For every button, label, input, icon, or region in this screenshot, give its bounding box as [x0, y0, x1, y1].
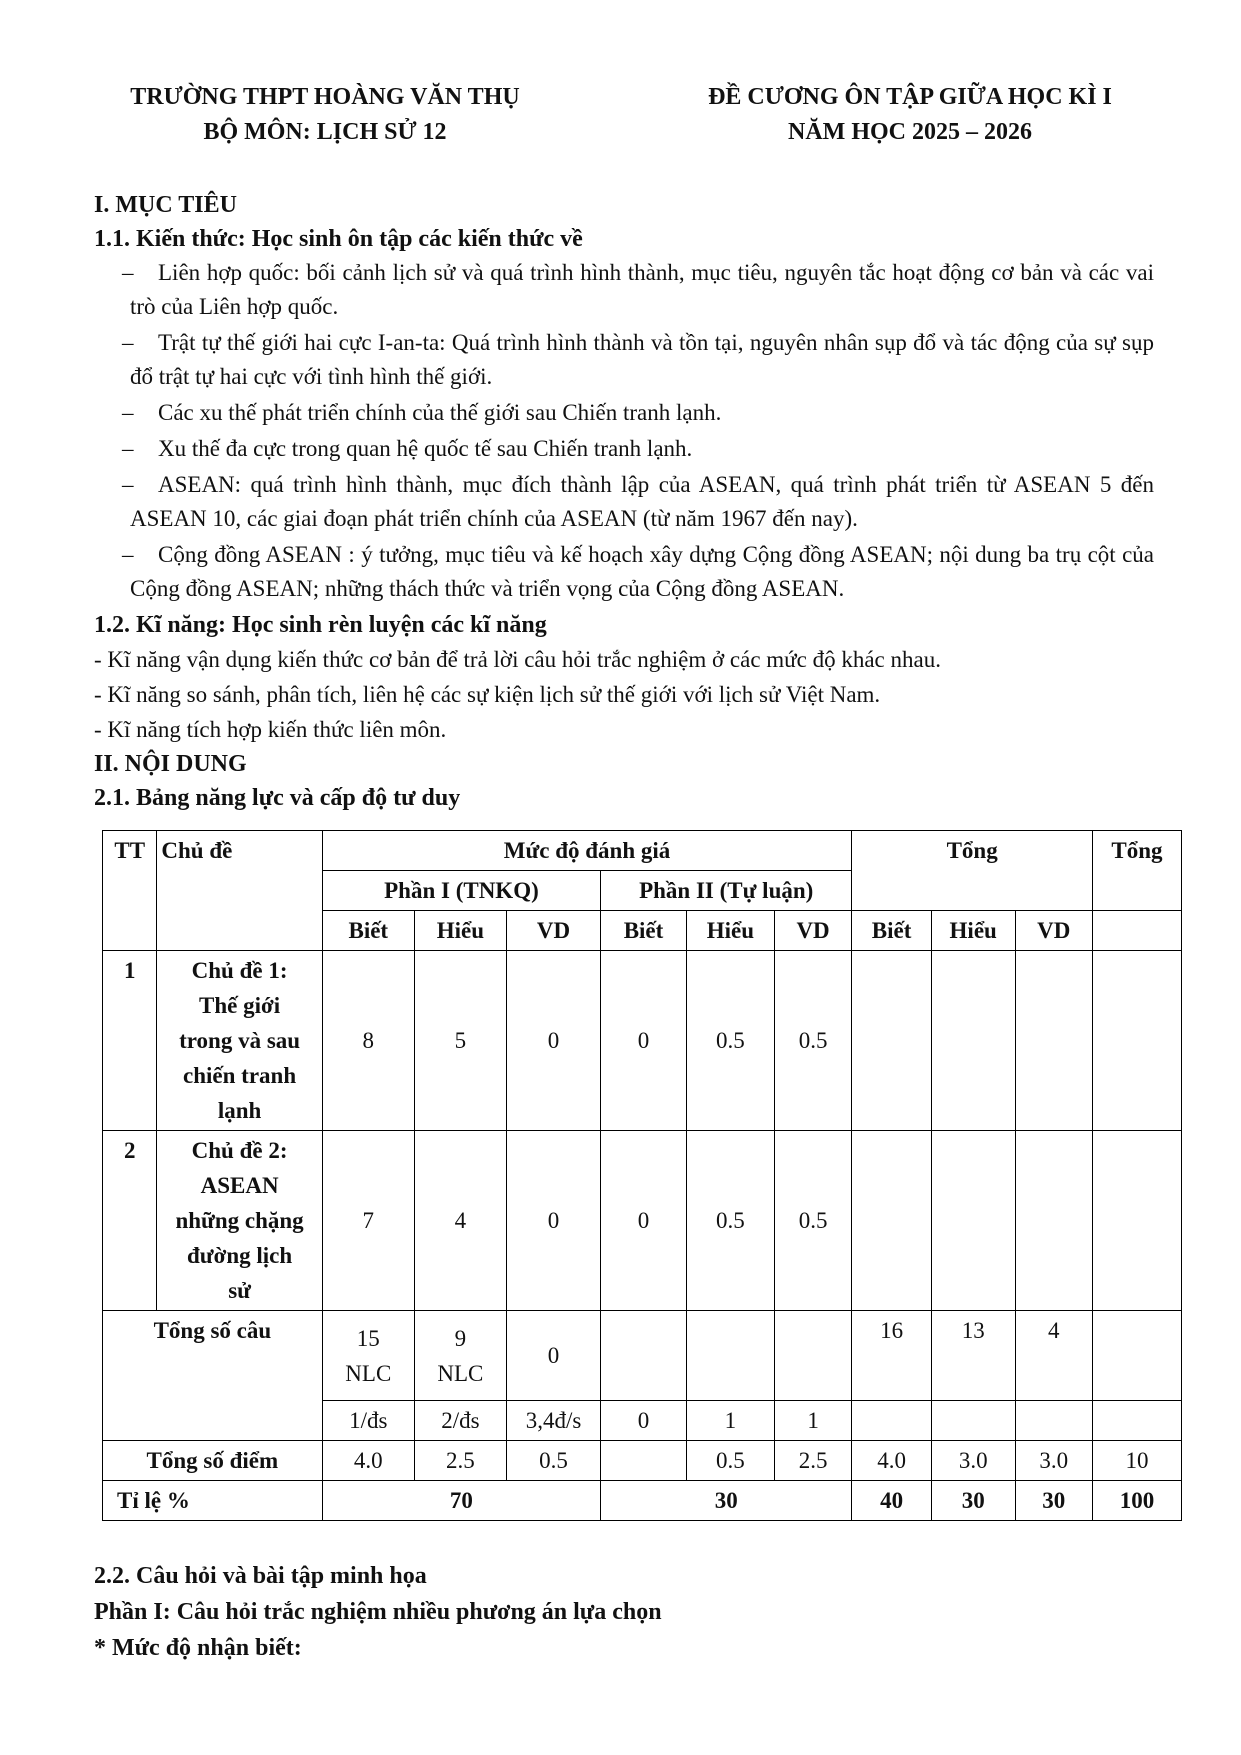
empty-cell — [1092, 911, 1181, 951]
value-cell: 0.5 — [774, 951, 851, 1131]
knowledge-item: – Xu thế đa cực trong quan hệ quốc tế sau Chiến tranh lạnh. — [122, 436, 693, 461]
value-cell: 7 — [322, 1131, 414, 1311]
ratio-cell: 30 — [1015, 1481, 1092, 1521]
section-2-heading: II. NỘI DUNG — [94, 751, 247, 777]
skill-item: - Kĩ năng so sánh, phân tích, liên hệ các sự kiện lịch sử thế giới với lịch sử Việt Nam. — [94, 682, 881, 707]
knowledge-item: – Liên hợp quốc: bối cảnh lịch sử và quá trình hình thành, mục tiêu, nguyên tắc hoạt động cơ bản và các vai trò của Liên hợp quốc. — [122, 260, 1154, 319]
school-year: NĂM HỌC 2025 – 2026 — [788, 119, 1032, 145]
value-cell: 1/đs — [322, 1401, 414, 1441]
subheader-cell: Biết — [852, 911, 932, 951]
value-cell: 0 — [601, 1401, 687, 1441]
school-name: TRƯỜNG THPT HOÀNG VĂN THỤ — [130, 84, 520, 110]
empty-cell — [852, 1131, 932, 1311]
subheader-cell: Hiểu — [686, 911, 774, 951]
competency-table — [102, 830, 1182, 1521]
objectives-section — [94, 188, 1154, 815]
empty-cell — [601, 1311, 687, 1401]
ratio-part-2: 30 — [601, 1481, 852, 1521]
skills-heading: 1.2. Kĩ năng: Học sinh rèn luyện các kĩ năng — [94, 612, 547, 638]
table-heading: 2.1. Bảng năng lực và cấp độ tư duy — [94, 785, 461, 811]
header-total: Tổng — [852, 831, 1093, 911]
value-cell: 4.0 — [322, 1441, 414, 1481]
value-cell: 15 NLC — [322, 1311, 414, 1401]
value-cell: 3.0 — [1015, 1441, 1092, 1481]
skill-item: - Kĩ năng vận dụng kiến thức cơ bản để trả lời câu hỏi trắc nghiệm ở các mức độ khác nhau. — [94, 647, 941, 672]
empty-cell — [931, 951, 1015, 1131]
knowledge-heading: 1.1. Kiến thức: Học sinh ôn tập các kiến thức về — [94, 226, 583, 252]
value-cell: 0 — [506, 951, 600, 1131]
value-cell: 4.0 — [852, 1441, 932, 1481]
table-header-row — [103, 831, 1182, 871]
row-topic: Chủ đề 1: Thế giới trong và sau chiến tranh lạnh — [157, 951, 322, 1131]
ratio-label: Tỉ lệ % — [103, 1481, 323, 1521]
subheader-cell: VD — [506, 911, 600, 951]
total-questions-label: Tổng số câu — [103, 1311, 323, 1441]
value-cell: 1 — [774, 1401, 851, 1441]
value-cell: 1 — [686, 1401, 774, 1441]
row-tt: 1 — [103, 951, 157, 1131]
subheader-cell: Hiểu — [931, 911, 1015, 951]
value-cell: 3,4đ/s — [506, 1401, 600, 1441]
total-points-row — [103, 1441, 1182, 1481]
value-cell: 3.0 — [931, 1441, 1015, 1481]
document-title: ĐỀ CƯƠNG ÔN TẬP GIỮA HỌC KÌ I — [708, 84, 1112, 110]
value-cell: 4 — [1015, 1311, 1092, 1401]
value-cell: 0.5 — [506, 1441, 600, 1481]
knowledge-item: – Cộng đồng ASEAN : ý tưởng, mục tiêu và kế hoạch xây dựng Cộng đồng ASEAN; nội dung ba trụ cột của Cộng đồng ASEAN; những thách thức và triển vọng của Cộng đồng ASEAN. — [122, 542, 1154, 601]
value-cell: 2.5 — [414, 1441, 506, 1481]
value-cell: 0.5 — [686, 1441, 774, 1481]
knowledge-item: – Các xu thế phát triển chính của thế giới sau Chiến tranh lạnh. — [122, 400, 722, 425]
subheader-cell: VD — [774, 911, 851, 951]
value-cell: 2/đs — [414, 1401, 506, 1441]
empty-cell — [686, 1311, 774, 1401]
knowledge-item: – ASEAN: quá trình hình thành, mục đích thành lập của ASEAN, quá trình phát triển từ ASEAN 5 đến ASEAN 10, các giai đoạn phát triển chính của ASEAN (từ năm 1967 đến nay). — [122, 472, 1154, 531]
header-grand-total: Tổng — [1092, 831, 1181, 911]
row-tt: 2 — [103, 1131, 157, 1311]
empty-cell — [1015, 951, 1092, 1131]
value-cell: 8 — [322, 951, 414, 1131]
value-cell: 0.5 — [774, 1131, 851, 1311]
value-cell: 4 — [414, 1131, 506, 1311]
value-cell: 0 — [506, 1131, 600, 1311]
subheader-cell: Hiểu — [414, 911, 506, 951]
subheader-cell: VD — [1015, 911, 1092, 951]
empty-cell — [852, 951, 932, 1131]
examples-section — [94, 1558, 662, 1666]
empty-cell — [1015, 1401, 1092, 1441]
ratio-cell: 30 — [931, 1481, 1015, 1521]
department-name: BỘ MÔN: LỊCH SỬ 12 — [203, 119, 447, 145]
ratio-cell: 40 — [852, 1481, 932, 1521]
empty-cell — [1092, 1401, 1181, 1441]
header-tt: TT — [103, 831, 157, 951]
value-cell: 10 — [1092, 1441, 1181, 1481]
total-questions-row — [103, 1311, 1182, 1401]
value-cell: 0 — [601, 1131, 687, 1311]
empty-cell — [931, 1401, 1015, 1441]
table-row — [103, 951, 1182, 1131]
value-cell: 9 NLC — [414, 1311, 506, 1401]
header-part-2: Phần II (Tự luận) — [601, 871, 852, 911]
header-assessment-level: Mức độ đánh giá — [322, 831, 852, 871]
empty-cell — [931, 1131, 1015, 1311]
ratio-total: 100 — [1092, 1481, 1181, 1521]
skill-item: - Kĩ năng tích hợp kiến thức liên môn. — [94, 717, 447, 742]
table-row — [103, 1131, 1182, 1311]
knowledge-item: – Trật tự thế giới hai cực I-an-ta: Quá trình hình thành và tồn tại, nguyên nhân sụp đổ và tác động của sự sụp đổ trật tự hai cực với tình hình thế giới. — [122, 330, 1154, 389]
total-points-label: Tổng số điểm — [103, 1441, 323, 1481]
ratio-part-1: 70 — [322, 1481, 600, 1521]
part-1-heading: Phần I: Câu hỏi trắc nghiệm nhiều phương án lựa chọn — [94, 1599, 662, 1625]
value-cell: 2.5 — [774, 1441, 851, 1481]
subheader-cell: Biết — [601, 911, 687, 951]
subheader-cell: Biết — [322, 911, 414, 951]
value-cell: 13 — [931, 1311, 1015, 1401]
recognition-level-heading: * Mức độ nhận biết: — [94, 1635, 302, 1661]
header-topic: Chủ đề — [157, 831, 322, 951]
value-cell — [601, 1441, 687, 1481]
document-header — [640, 80, 1180, 150]
row-topic: Chủ đề 2: ASEAN những chặng đường lịch sử — [157, 1131, 322, 1311]
empty-cell — [852, 1401, 932, 1441]
empty-cell — [1092, 1131, 1181, 1311]
value-cell: 16 — [852, 1311, 932, 1401]
value-cell: 0 — [506, 1311, 600, 1401]
examples-heading: 2.2. Câu hỏi và bài tập minh họa — [94, 1563, 427, 1589]
header-part-1: Phần I (TNKQ) — [322, 871, 600, 911]
value-cell: 0.5 — [686, 1131, 774, 1311]
empty-cell — [1015, 1131, 1092, 1311]
empty-cell — [1092, 1311, 1181, 1401]
empty-cell — [1092, 951, 1181, 1131]
section-1-heading: I. MỤC TIÊU — [94, 192, 237, 218]
empty-cell — [774, 1311, 851, 1401]
value-cell: 0.5 — [686, 951, 774, 1131]
ratio-row — [103, 1481, 1182, 1521]
value-cell: 0 — [601, 951, 687, 1131]
value-cell: 5 — [414, 951, 506, 1131]
school-header — [90, 80, 560, 150]
